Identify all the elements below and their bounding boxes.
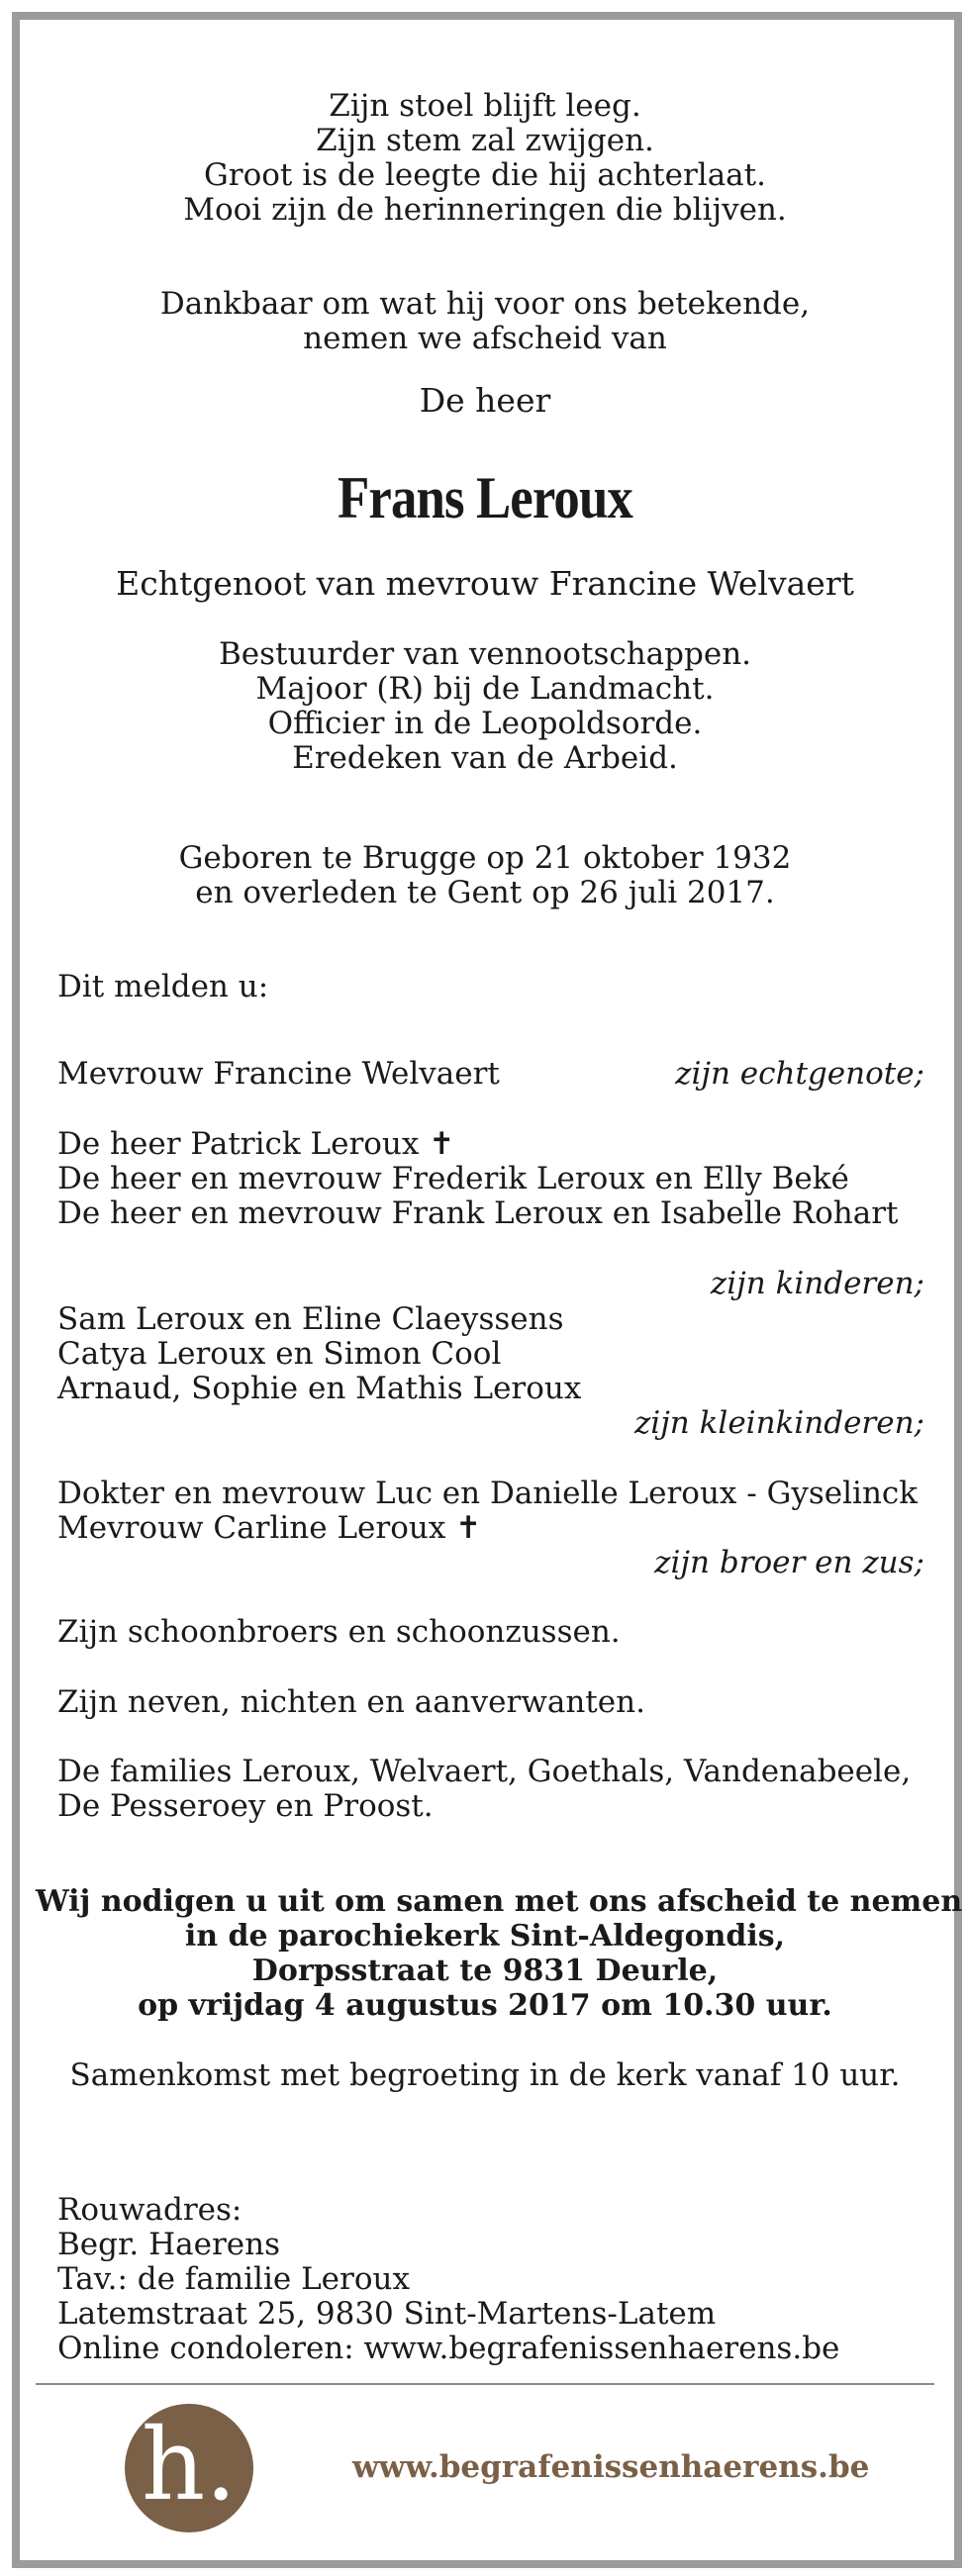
poem-line: Zijn stem zal zwijgen. [316, 123, 654, 158]
families-line: De families Leroux, Welvaert, Goethals, Vandenabeele, [57, 1754, 912, 1789]
siblings-relation: zijn broer en zus; [654, 1545, 924, 1580]
grandchildren-relation: zijn kleinkinderen; [633, 1405, 924, 1441]
grandchild-entry: Catya Leroux en Simon Cool [57, 1336, 502, 1372]
contact-line: Latemstraat 25, 9830 Sint-Martens-Latem [57, 2296, 717, 2332]
grandchild-entry: Arnaud, Sophie en Mathis Leroux [57, 1371, 582, 1406]
contact-line: Online condoleren: www.begrafenissenhaerens.be [57, 2331, 840, 2366]
child-entry: De heer en mevrouw Frank Leroux en Isabelle Rohart [57, 1195, 899, 1231]
grandchild-entry: Sam Leroux en Eline Claeyssens [57, 1301, 564, 1337]
grandchildren-list [57, 1302, 924, 1406]
ceremony-line: in de parochiekerk Sint-Aldegondis, [184, 1919, 786, 1954]
obituary-notice [36, 36, 963, 2540]
contact-line: Rouwadres: [57, 2192, 242, 2228]
spouse-relation: zijn echtgenote; [675, 1056, 924, 1092]
date-line: Geboren te Brugge op 21 oktober 1932 [178, 840, 792, 876]
intro [36, 287, 934, 356]
poem-line: Mooi zijn de herinneringen die blijven. [183, 192, 787, 228]
sibling-entry: Dokter en mevrouw Luc en Danielle Leroux - Gyselinck [57, 1476, 919, 1511]
intro-line: nemen we afscheid van [303, 321, 667, 356]
logo-letter: h. [141, 2407, 238, 2523]
date-line: en overleden te Gent op 26 juli 2017. [195, 875, 775, 910]
footer-divider [36, 2383, 934, 2385]
poem-line: Groot is de leegte die hij achterlaat. [204, 157, 766, 193]
families [57, 1755, 924, 1824]
poem [36, 89, 934, 228]
ceremony-invitation [36, 1884, 963, 2023]
children-relation: zijn kinderen; [710, 1266, 924, 1301]
relatives: Zijn neven, nichten en aanverwanten. [57, 1684, 645, 1720]
title-line: Majoor (R) bij de Landmacht. [255, 671, 715, 707]
in-laws: Zijn schoonbroers en schoonzussen. [57, 1614, 621, 1650]
child-entry: De heer en mevrouw Frederik Leroux en Elly Beké [57, 1161, 849, 1196]
ceremony-line: op vrijdag 4 augustus 2017 om 10.30 uur. [138, 1988, 832, 2023]
families-line: De Pesseroey en Proost. [57, 1788, 434, 1824]
funeral-home-url[interactable]: www.begrafenissenhaerens.be [352, 2449, 870, 2485]
intro-line: Dankbaar om wat hij voor ons betekende, [159, 286, 811, 322]
funeral-home-logo [125, 2404, 253, 2532]
sibling-entry: Mevrouw Carline Leroux ✝ [57, 1510, 482, 1546]
spouse-heading: Echtgenoot van mevrouw Francine Welvaert [116, 564, 854, 603]
contact-block [57, 2193, 924, 2366]
poem-line: Zijn stoel blijft leeg. [329, 88, 641, 124]
contact-line: Tav.: de familie Leroux [57, 2261, 410, 2297]
title-line: Bestuurder van vennootschappen. [218, 636, 752, 672]
gathering-note: Samenkomst met begroeting in de kerk vanaf 10 uur. [69, 2057, 901, 2093]
siblings-list [57, 1477, 924, 1546]
birth-death-dates [36, 841, 934, 910]
salutation: De heer [419, 381, 551, 420]
child-entry: De heer Patrick Leroux ✝ [57, 1126, 455, 1162]
title-line: Eredeken van de Arbeid. [292, 740, 678, 776]
contact-line: Begr. Haerens [57, 2227, 280, 2262]
ceremony-line: Wij nodigen u uit om samen met ons afscheid te nemen [36, 1884, 963, 1919]
title-line: Officier in de Leopoldsorde. [267, 706, 703, 741]
titles [36, 637, 934, 776]
children-list [57, 1127, 924, 1231]
spouse-entry: Mevrouw Francine Welvaert [57, 1056, 500, 1092]
deceased-name: Frans Leroux [338, 465, 632, 530]
announcement-opening: Dit melden u: [57, 969, 269, 1004]
ceremony-line: Dorpsstraat te 9831 Deurle, [251, 1954, 719, 1988]
